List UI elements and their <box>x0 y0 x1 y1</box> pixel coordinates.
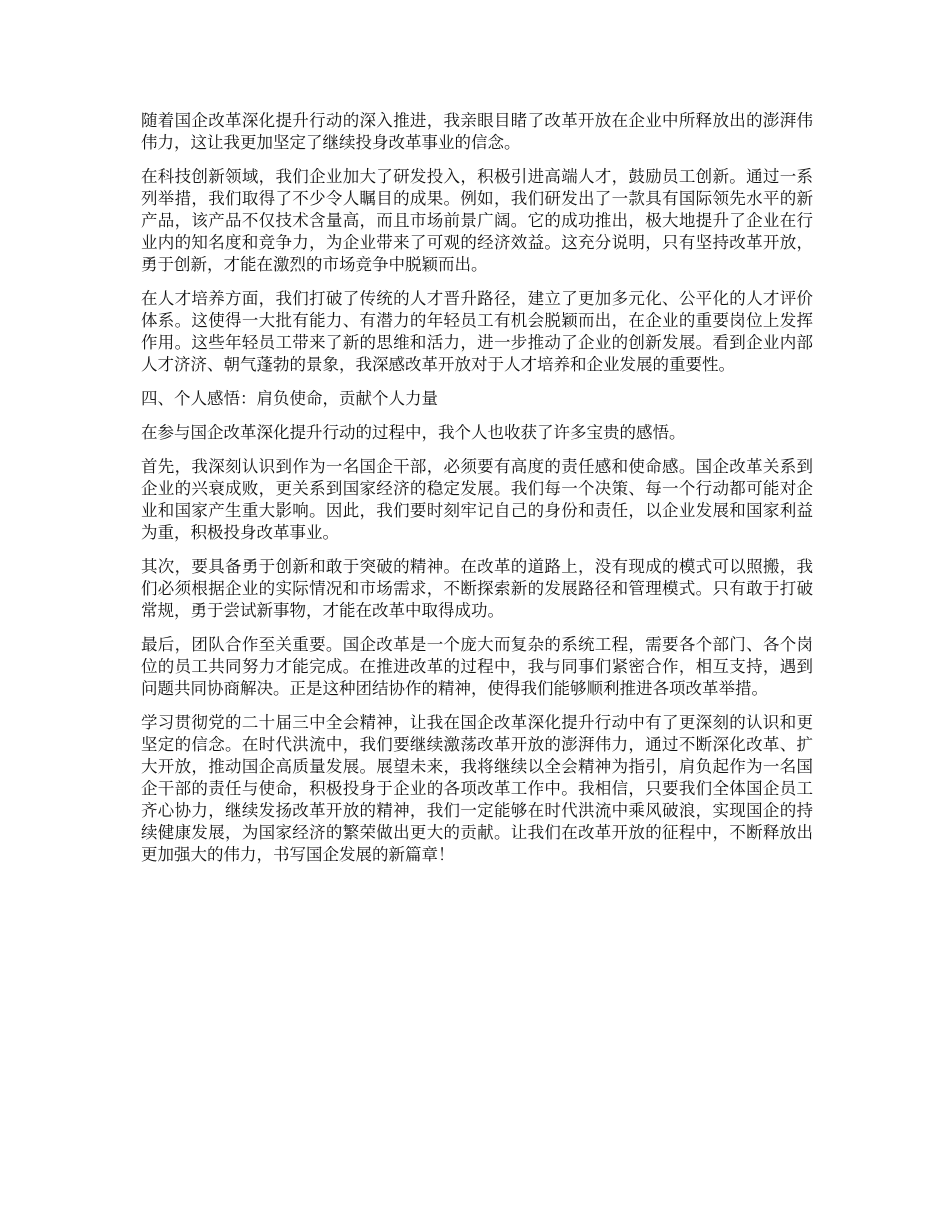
section-heading: 四、个人感悟：肩负使命，贡献个人力量 <box>141 389 438 408</box>
paragraph-insights-intro: 在参与国企改革深化提升行动的过程中，我个人也收获了许多宝贵的感悟。 <box>141 423 686 442</box>
paragraph-first: 首先，我深刻认识到作为一名国企干部，必须要有高度的责任感和使命感。国企改革关系到企业的兴衰成败，更关系到国家经济的稳定发展。我们每一个决策、每一个行动都可能对企业和国家产生重大影响。因此，我们要时刻牢记自己的身份和责任，以企业发展和国家利益为重，积极投身改革事业。 <box>141 457 813 542</box>
paragraph-tech-innovation: 在科技创新领域，我们企业加大了研发投入，积极引进高端人才，鼓励员工创新。通过一系列举措，我们取得了不少令人瞩目的成果。例如，我们研发出了一款具有国际领先水平的新产品，该产品不仅技术含量高，而且市场前景广阔。它的成功推出，极大地提升了企业在行业内的知名度和竞争力，为企业带来了可观的经济效益。这充分说明，只有坚持改革开放，勇于创新，才能在激烈的市场竞争中脱颖而出。 <box>141 167 813 274</box>
paragraph-last: 最后，团队合作至关重要。国企改革是一个庞大而复杂的系统工程，需要各个部门、各个岗位的员工共同努力才能完成。在推进改革的过程中，我与同事们紧密合作，相互支持，遇到问题共同协商解决。正是这种团结协作的精神，使得我们能够顺利推进各项改革举措。 <box>141 635 813 698</box>
paragraph-second: 其次，要具备勇于创新和敢于突破的精神。在改革的道路上，没有现成的模式可以照搬，我们必须根据企业的实际情况和市场需求，不断探索新的发展路径和管理模式。只有敢于打破常规，勇于尝试新事物，才能在改革中取得成功。 <box>141 557 813 620</box>
paragraph-talent-cultivation: 在人才培养方面，我们打破了传统的人才晋升路径，建立了更加多元化、公平化的人才评价体系。这使得一大批有能力、有潜力的年轻员工有机会脱颖而出，在企业的重要岗位上发挥作用。这些年轻员工带来了新的思维和活力，进一步推动了企业的创新发展。看到企业内部人才济济、朝气蓬勃的景象，我深感改革开放对于人才培养和企业发展的重要性。 <box>141 289 813 374</box>
paragraph-conclusion: 学习贯彻党的二十届三中全会精神，让我在国企改革深化提升行动中有了更深刻的认识和更坚定的信念。在时代洪流中，我们要继续激荡改革开放的澎湃伟力，通过不断深化改革、扩大开放，推动国企高质量发展。展望未来，我将继续以全会精神为指引，肩负起作为一名国企干部的责任与使命，积极投身于企业的各项改革工作中。我相信，只要我们全体国企员工齐心协力，继续发扬改革开放的精神，我们一定能够在时代洪流中乘风破浪，实现国企的持续健康发展，为国家经济的繁荣做出更大的贡献。让我们在改革开放的征程中，不断释放出更加强大的伟力，书写国企发展的新篇章！ <box>141 713 813 864</box>
paragraph-intro: 随着国企改革深化提升行动的深入推进，我亲眼目睹了改革开放在企业中所释放出的澎湃伟伟力，这让我更加坚定了继续投身改革事业的信念。 <box>141 111 813 152</box>
document-page <box>141 110 813 878</box>
